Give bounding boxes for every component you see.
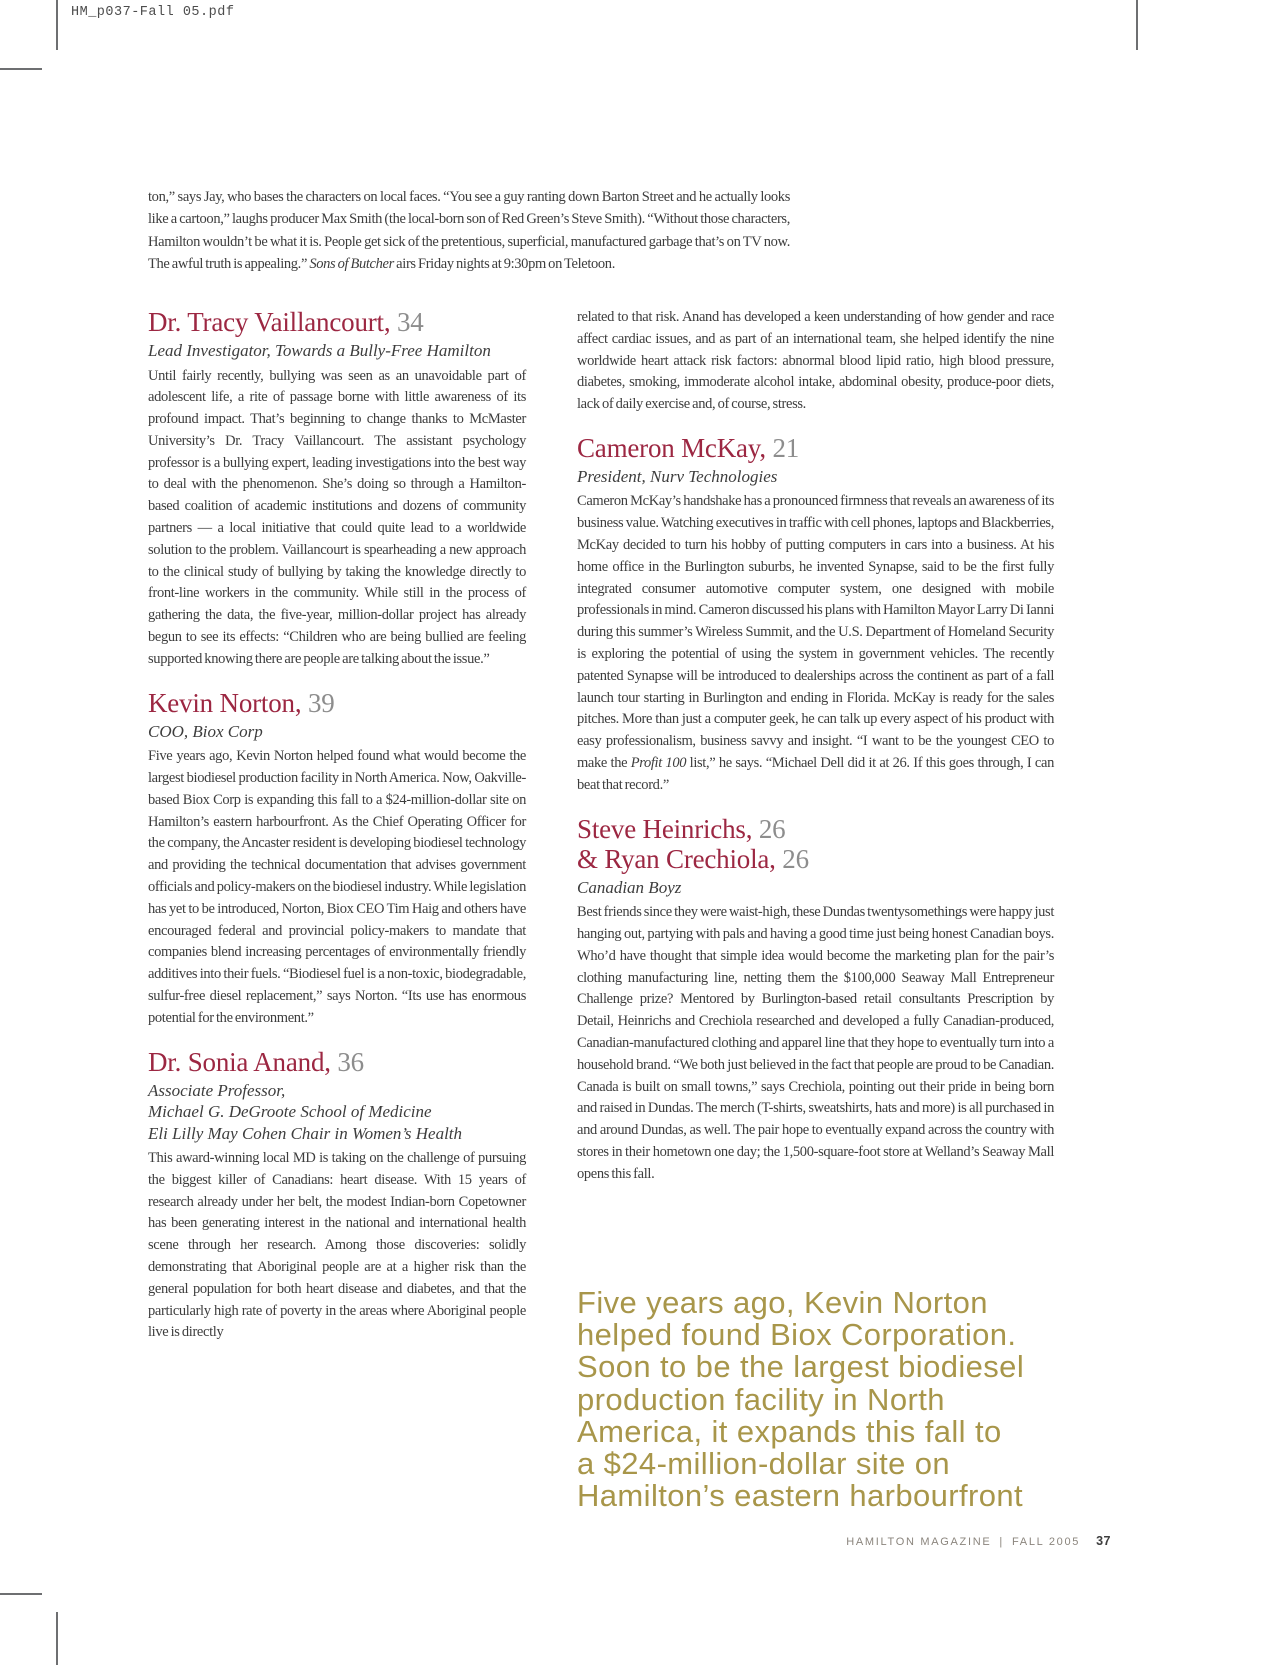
text-run: Best friends since they were waist-high, these Dundas twentysomethings were happy just hanging out, partying with pals and having a good time just being honest Canadian boys. Who’d have thought that simple idea would become the marketing plan for the pair’s clothing manufacturing line, netting them the $100,000 Seaway Mall Entrepreneur Challenge prize? Mentored by Burlington-based retail consultants Prescription by Detail, Heinrichs and Crechiola researched and developed a fully Canadian-produced, Canadian-manufactured clothing and apparel line that they hope to eventually turn into a household brand. “We both just believed in the fact that people are proud to be Canadian. Canada is built on small towns,” says Crechiola, pointing out their pride in being born and raised in Dundas. The merch (T-shirts, sweatshirts, hats and more) is all purchased in and around Dundas, as well. The pair hope to eventually expand across the country with stores in their hometown one day; the 1,500-square-foot store at Welland’s Seaway Mall opens this fall.: [577, 904, 1054, 1182]
text-run: list,” he says. “Michael Dell did it at 26. If this goes through, I can beat that record.”: [577, 755, 1054, 793]
footer-page-number: 37: [1096, 1534, 1111, 1548]
footer-magazine-name: HAMILTON MAGAZINE: [846, 1536, 992, 1548]
profile-heading: [148, 307, 526, 337]
text-run: ton,” says Jay, who bases the characters on local faces. “You see a guy ranting down Barton Street and he actually looks like a cartoon,” laughs producer Max Smith (the local-born son of Red Green’s Steve Smith). “Without those characters, Hamilton wouldn’t be what it is. People get sick of the pretentious, superficial, manufactured garbage that’s on TV now. The awful truth is appealing.”: [148, 189, 790, 273]
profile-role-line: President, Nurv Technologies: [577, 466, 778, 486]
crop-mark-top-left-horizontal: [0, 68, 42, 70]
profile-name: Steve Heinrichs,: [577, 813, 759, 844]
italic-run: Profit 100: [630, 755, 687, 772]
profile-body: [148, 746, 526, 1029]
profile-role-line: Michael G. DeGroote School of Medicine: [148, 1102, 432, 1122]
profile-body: [148, 366, 526, 671]
profile-age: 26: [758, 813, 786, 844]
text-run: airs Friday nights at 9:30pm on Teletoon.: [393, 256, 615, 273]
page-footer: [577, 1534, 1111, 1548]
text-run: Five years ago, Kevin Norton helped found what would become the largest biodiesel production facility in North America. Now, Oakville-based Biox Corp is expanding this fall to a $24-million-dollar site on Hamilton’s eastern harbourfront. As the Chief Operating Officer for the company, the Ancaster resident is developing biodiesel technology and providing the technical documentation that advises government officials and policy-makers on the biodiesel industry. While legislation has yet to be introduced, Norton, Biox CEO Tim Haig and others have encouraged federal and provincial policy-makers to mandate that companies blend increasing percentages of environmentally friendly additives into their fuels. “Biodiesel fuel is a non-toxic, biodegradable, sulfur-free diesel replacement,” says Norton. “Its use has enormous potential for the environment.”: [148, 748, 526, 1026]
profile-role: [148, 1080, 526, 1145]
crop-mark-top-right-vertical: [1136, 0, 1138, 50]
profile-heading-line: [577, 844, 1054, 874]
pull-quote-line: production facility in North: [577, 1381, 945, 1417]
profile-role-line: Eli Lilly May Cohen Chair in Women’s Health: [148, 1123, 463, 1143]
profile-role: [577, 466, 1054, 488]
profile-age: 34: [396, 307, 424, 337]
profile-role-line: Associate Professor,: [148, 1080, 286, 1100]
continuation-paragraph: related to that risk. Anand has developed a keen understanding of how gender and race affect cardiac issues, and as part of an international team, she helped identify the nine worldwide heart attack risk factors: abnormal blood lipid ratio, high blood pressure, diabetes, smoking, immoderate alcohol intake, abdominal obesity, produce-poor diets, lack of daily exercise and, of course, stress.: [577, 309, 1054, 413]
profile-age: 26: [782, 843, 809, 874]
crop-mark-bottom-left-vertical: [56, 1612, 58, 1665]
right-column: [577, 307, 1054, 1186]
text-run: Until fairly recently, bullying was seen as an unavoidable part of adolescent life, a rite of passage borne with little awareness of its profound impact. That’s beginning to change thanks to McMaster University’s Dr. Tracy Vaillancourt. The assistant psychology professor is a bullying expert, leading investigations into the best way to deal with the phenomenon. She’s doing so through a Hamilton-based coalition of academic institutions and dozens of community partners — a local initiative that could quite lead to a worldwide solution to the problem. Vaillancourt is spearheading a new approach to the clinical study of bullying by taking the knowledge directly to front-line workers in the community. While still in the process of gathering the data, the five-year, million-dollar project has already begun to see its effects: “Children who are being bullied are feeling supported knowing there are people are talking about the issue.”: [148, 367, 526, 667]
profile-heading: [577, 433, 1054, 463]
profile-heading-line: [148, 688, 526, 718]
profile-section: [148, 688, 526, 1030]
text-run: This award-winning local MD is taking on the challenge of pursuing the biggest killer of Canadians: heart disease. With 15 years of research already under her belt, the modest Indian-born Copetowner has been generating interest in the national and international health scene through her research. Among those discoveries: solidly demonstrating that Aboriginal people are at a higher risk than the general population for both heart disease and diabetes, and that the particularly high rate of poverty in the areas where Aboriginal people live is directly: [148, 1150, 526, 1341]
profile-section: [577, 814, 1054, 1186]
profile-name: Dr. Sonia Anand,: [148, 1046, 338, 1077]
profile-name: Cameron McKay,: [577, 432, 773, 463]
footer-issue: FALL 2005: [1011, 1536, 1081, 1548]
profile-name: Kevin Norton,: [148, 687, 308, 718]
profile-name: Dr. Tracy Vaillancourt,: [148, 307, 397, 337]
profile-age: 39: [307, 687, 335, 718]
profile-heading-line: [577, 814, 1054, 844]
profile-heading-line: [148, 307, 526, 337]
left-column: [148, 307, 526, 1344]
profile-role-line: COO, Biox Corp: [148, 721, 263, 741]
pdf-filename: HM_p037-Fall 05.pdf: [71, 5, 235, 20]
profile-body: [577, 902, 1054, 1185]
profile-role: [148, 721, 526, 743]
profile-section: [148, 1047, 526, 1345]
profile-role-line: Lead Investigator, Towards a Bully-Free Hamilton: [148, 341, 491, 360]
text-run: Cameron McKay’s handshake has a pronounced firmness that reveals an awareness of its business value. Watching executives in traffic with cell phones, laptops and Blackberries, McKay decided to turn his hobby of putting computers in cars into a business. At his home office in the Burlington suburbs, he invented Synapse, said to be the first fully integrated consumer automotive computer system, one designed with mobile professionals in mind. Cameron discussed his plans with Hamilton Mayor Larry Di Ianni during this summer’s Wireless Summit, and the U.S. Department of Homeland Security is exploring the potential of using the system in government vehicles. The recently patented Synapse will be introduced to dealerships across the continent as part of a fall launch tour starting in Burlington and ending in Florida. McKay is ready for the sales pitches. More than just a computer geek, he can talk up every aspect of his product with easy professionalism, business savvy and insight. “I want to be the youngest CEO to make the: [577, 493, 1054, 772]
pull-quote-line: a $24-million-dollar site on: [577, 1446, 951, 1482]
profile-heading: [577, 814, 1054, 874]
pull-quote-line: Five years ago, Kevin Norton: [577, 1285, 988, 1320]
profile-heading: [148, 1047, 526, 1077]
profile-body: [148, 1148, 526, 1344]
pull-quote: [577, 1287, 1187, 1512]
pull-quote-line: Hamilton’s eastern harbourfront: [577, 1478, 1024, 1514]
italic-run: Sons of Butcher: [309, 256, 394, 273]
profile-section: [148, 307, 526, 671]
profile-heading-line: [148, 1047, 526, 1077]
profile-role-line: Canadian Boyz: [577, 877, 682, 897]
crop-mark-top-left-vertical: [56, 0, 58, 50]
profile-role: [577, 877, 1054, 899]
profile-role: [148, 340, 526, 362]
intro-paragraph: [148, 186, 790, 276]
profile-name: & Ryan Crechiola,: [577, 843, 783, 874]
pull-quote-line: Soon to be the largest biodiesel: [577, 1349, 1025, 1385]
footer-separator: |: [999, 1536, 1004, 1548]
profile-age: 36: [337, 1046, 364, 1077]
pull-quote-line: helped found Biox Corporation.: [577, 1317, 1017, 1353]
profile-body: [577, 491, 1054, 796]
profile-heading-line: [577, 433, 1054, 463]
profile-age: 21: [772, 432, 800, 463]
profile-heading: [148, 688, 526, 718]
crop-mark-bottom-left-horizontal: [0, 1593, 42, 1595]
profile-section: [577, 433, 1054, 797]
pull-quote-line: America, it expands this fall to: [577, 1413, 1002, 1449]
